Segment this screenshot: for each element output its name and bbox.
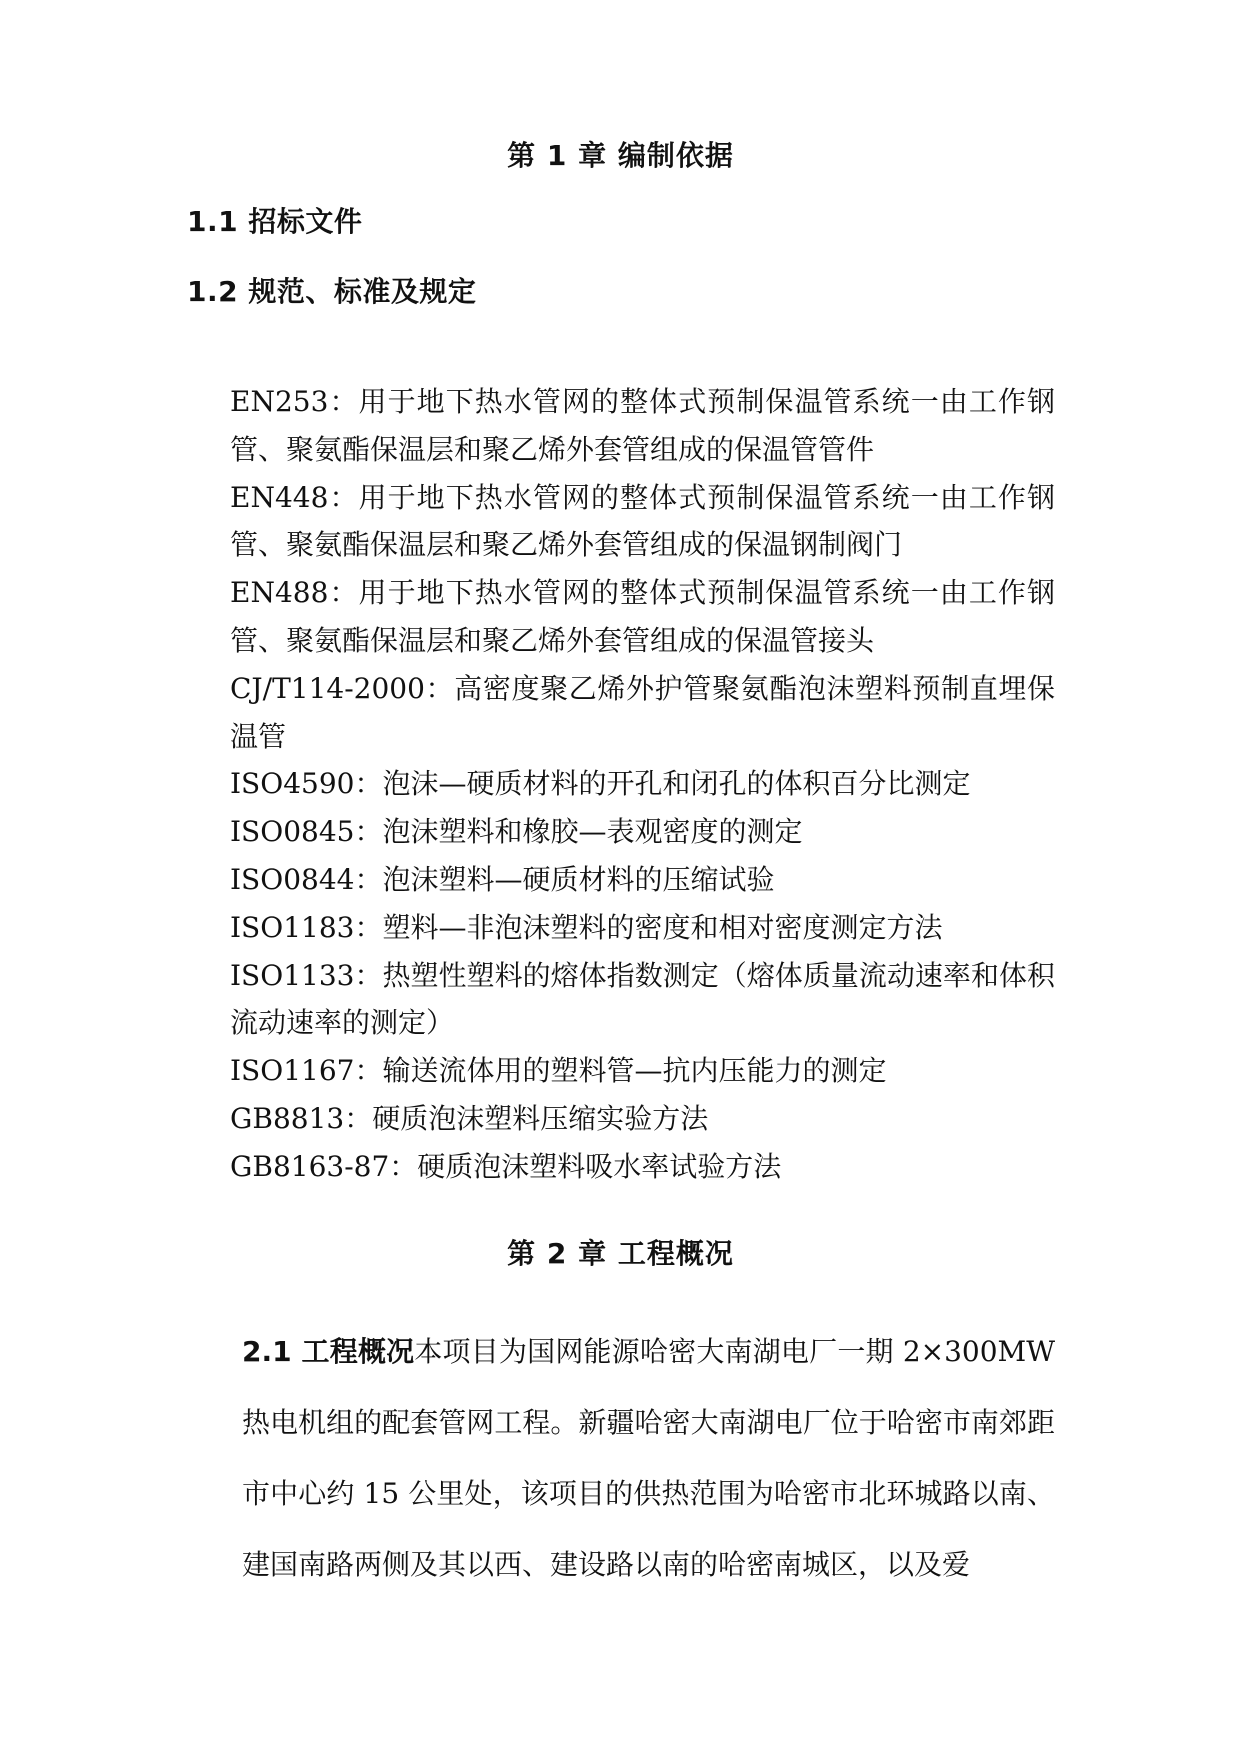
standard-item-iso4590: ISO4590：泡沫—硬质材料的开孔和闭孔的体积百分比测定 <box>230 767 971 801</box>
section-1-2-heading: 1.2 规范、标准及规定 <box>187 275 477 308</box>
section-1-1-heading: 1.1 招标文件 <box>187 205 363 238</box>
section-2-1-heading: 2.1 工程概况 <box>242 1335 415 1368</box>
chapter-2-title: 第 2 章 工程概况 <box>507 1237 734 1270</box>
standard-item-en448: EN448：用于地下热水管网的整体式预制保温管系统一由工作钢管、聚氨酯保温层和聚乙烯外套管组成的保温钢制阀门 <box>230 480 1055 562</box>
standards-list <box>230 378 1055 1191</box>
standard-item-cjt114: CJ/T114-2000：高密度聚乙烯外护管聚氨酯泡沫塑料预制直埋保温管 <box>230 671 1055 753</box>
project-overview-text: 本项目为国网能源哈密大南湖电厂一期 2×300MW 热电机组的配套管网工程。新疆哈密大南湖电厂位于哈密市南郊距市中心约 15 公里处，该项目的供热范围为哈密市北环城路以南、建国南路两侧及其以西、建设路以南的哈密南城区，以及爱 <box>242 1335 1055 1581</box>
standard-item-gb8813: GB8813：硬质泡沫塑料压缩实验方法 <box>230 1101 709 1135</box>
chapter-1-title: 第 1 章 编制依据 <box>507 139 734 172</box>
standard-item-gb8163: GB8163-87：硬质泡沫塑料吸水率试验方法 <box>230 1149 782 1183</box>
standard-item-en253: EN253：用于地下热水管网的整体式预制保温管系统一由工作钢管、聚氨酯保温层和聚乙烯外套管组成的保温管管件 <box>230 385 1055 466</box>
standard-item-iso1183: ISO1183：塑料—非泡沫塑料的密度和相对密度测定方法 <box>230 910 943 944</box>
standard-item-iso1167: ISO1167：输送流体用的塑料管—抗内压能力的测定 <box>230 1054 887 1088</box>
standard-item-iso0844: ISO0844：泡沫塑料—硬质材料的压缩试验 <box>230 862 775 896</box>
standard-item-en488: EN488：用于地下热水管网的整体式预制保温管系统一由工作钢管、聚氨酯保温层和聚乙烯外套管组成的保温管接头 <box>230 576 1055 657</box>
standard-item-iso1133: ISO1133：热塑性塑料的熔体指数测定（熔体质量流动速率和体积流动速率的测定） <box>230 958 1055 1040</box>
project-overview-paragraph <box>242 1316 1055 1600</box>
standard-item-iso0845: ISO0845：泡沫塑料和橡胶—表观密度的测定 <box>230 815 803 849</box>
